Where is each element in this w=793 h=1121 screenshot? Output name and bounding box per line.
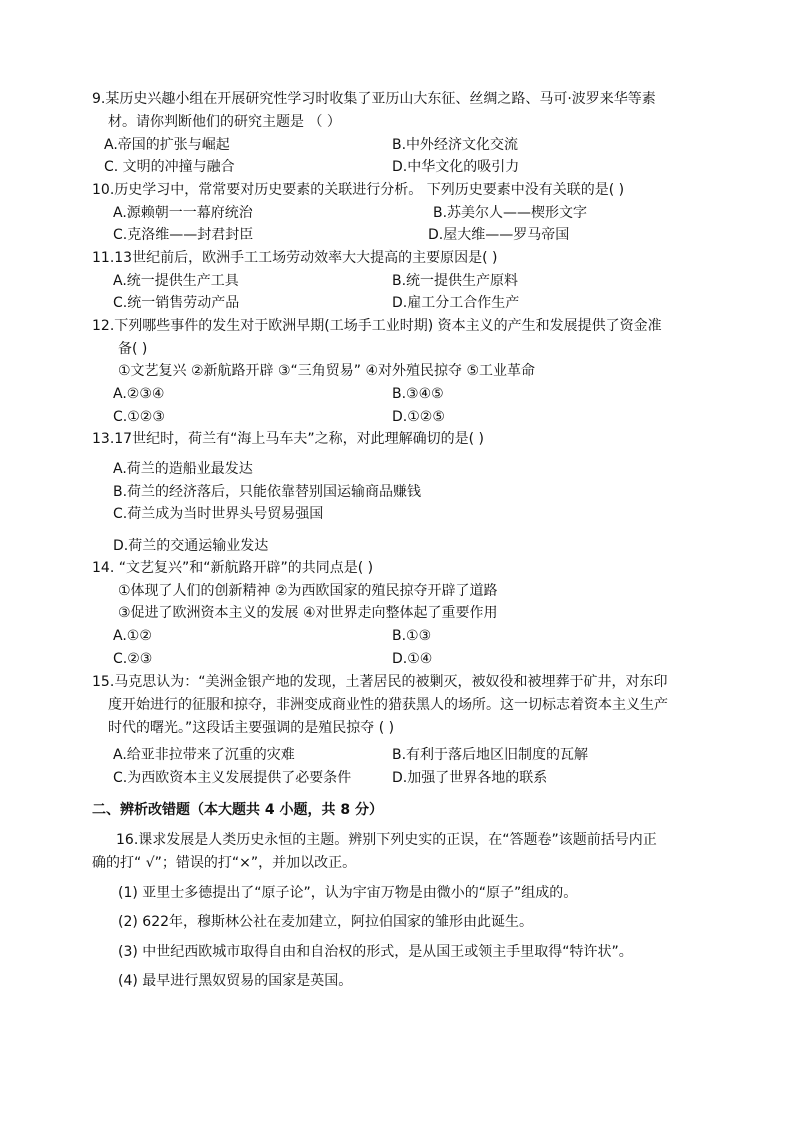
q15-option-a: A.给亚非拉带来了沉重的灾难 (113, 747, 295, 763)
q15-option-b: B.有利于落后地区旧制度的瓦解 (392, 747, 589, 763)
q16-stem-line2: 确的打“ √”；错误的打“×”，并加以改正。 (92, 855, 357, 871)
q16-statement-1: (1) 亚里士多德提出了“原子论”，认为宇宙万物是由微小的“原子”组成的。 (118, 885, 578, 901)
q15-option-c: C.为西欧资本主义发展提供了必要条件 (113, 770, 352, 786)
q10-stem: 10.历史学习中，常常要对历史要素的关联进行分析。 下列历史要素中没有关联的是( ) (92, 182, 625, 198)
q14-option-d: D.①④ (392, 651, 433, 667)
q13-option-d: D.荷兰的交通运输业发达 (113, 538, 269, 554)
q12-option-c: C.①②③ (113, 409, 165, 425)
q9-option-c: C. 文明的冲撞与融合 (104, 159, 235, 175)
q16-statement-2: (2) 622年，穆斯林公社在麦加建立，阿拉伯国家的雏形由此诞生。 (118, 914, 534, 930)
q11-stem: 11.13世纪前后，欧洲手工工场劳动效率大大提高的主要原因是( ) (92, 250, 498, 266)
q11-option-a: A.统一提供生产工具 (113, 273, 239, 289)
q12-stem-line2: 备( ) (118, 341, 148, 357)
q15-stem-line3: 时代的曙光。”这段话主要强调的是殖民掠夺 ( ) (108, 720, 395, 736)
q15-stem-line1: 15.马克思认为：“美洲金银产地的发现，土著居民的被剿灭，被奴役和被埋葬于矿井，对东印 (92, 674, 668, 690)
q10-option-d: D.屋大维——罗马帝国 (428, 227, 570, 243)
q10-option-c: C.克洛维——封君封臣 (113, 227, 254, 243)
q16-stem-line1: 16.课求发展是人类历史永恒的主题。辨别下列史实的正误，在“答题卷”该题前括号内正 (116, 832, 657, 848)
q16-statement-3: (3) 中世纪西欧城市取得自由和自治权的形式，是从国王或领主手里取得“特许状”。 (118, 944, 633, 960)
q13-option-b: B.荷兰的经济落后，只能依靠替别国运输商品赚钱 (113, 484, 422, 500)
q11-option-c: C.统一销售劳动产品 (113, 295, 240, 311)
q11-option-b: B.统一提供生产原料 (392, 273, 519, 289)
q9-option-d: D.中华文化的吸引力 (392, 159, 520, 175)
q12-option-d: D.①②⑤ (392, 409, 445, 425)
q9-stem-line1: 9.某历史兴趣小组在开展研究性学习时收集了亚历山大东征、丝绸之路、马可·波罗来华等素 (92, 91, 656, 107)
q14-items-line1: ①体现了人们的创新精神 ②为西欧国家的殖民掠夺开辟了道路 (118, 583, 498, 599)
q12-option-a: A.②③④ (113, 386, 165, 402)
q14-items-line2: ③促进了欧洲资本主义的发展 ④对世界走向整体起了重要作用 (118, 605, 498, 621)
q13-option-c: C.荷兰成为当时世界头号贸易强国 (113, 506, 324, 522)
q9-option-a: A.帝国的扩张与崛起 (104, 137, 230, 153)
q14-option-a: A.①② (113, 628, 152, 644)
q10-option-b: B.苏美尔人——楔形文字 (433, 205, 588, 221)
q13-stem: 13.17世纪时，荷兰有“海上马车夫”之称，对此理解确切的是( ) (92, 431, 484, 447)
q12-items: ①文艺复兴 ②新航路开辟 ③“三角贸易” ④对外殖民掠夺 ⑤工业革命 (118, 363, 536, 379)
q14-stem: 14. “文艺复兴”和“新航路开辟”的共同点是( ) (92, 560, 374, 576)
q14-option-c: C.②③ (113, 651, 153, 667)
section2-title: 二、辨析改错题（本大题共 4 小题，共 8 分） (92, 802, 383, 818)
q12-stem-line1: 12.下列哪些事件的发生对于欧洲早期(工场手工业时期) 资本主义的产生和发展提供了资金准 (92, 318, 662, 334)
q15-stem-line2: 度开始进行的征服和掠夺，非洲变成商业性的猎获黑人的场所。这一切标志着资本主义生产 (108, 697, 668, 713)
q10-option-a: A.源赖朝一一幕府统治 (113, 205, 253, 221)
q9-option-b: B.中外经济文化交流 (392, 137, 519, 153)
q15-option-d: D.加强了世界各地的联系 (392, 770, 548, 786)
q16-statement-4: (4) 最早进行黑奴贸易的国家是英国。 (118, 973, 353, 989)
q13-option-a: A.荷兰的造船业最发达 (113, 461, 253, 477)
q11-option-d: D.雇工分工合作生产 (392, 295, 520, 311)
q12-option-b: B.③④⑤ (392, 386, 444, 402)
q14-option-b: B.①③ (392, 628, 432, 644)
q9-stem-line2: 材。请你判断他们的研究主题是 （ ） (108, 114, 341, 130)
